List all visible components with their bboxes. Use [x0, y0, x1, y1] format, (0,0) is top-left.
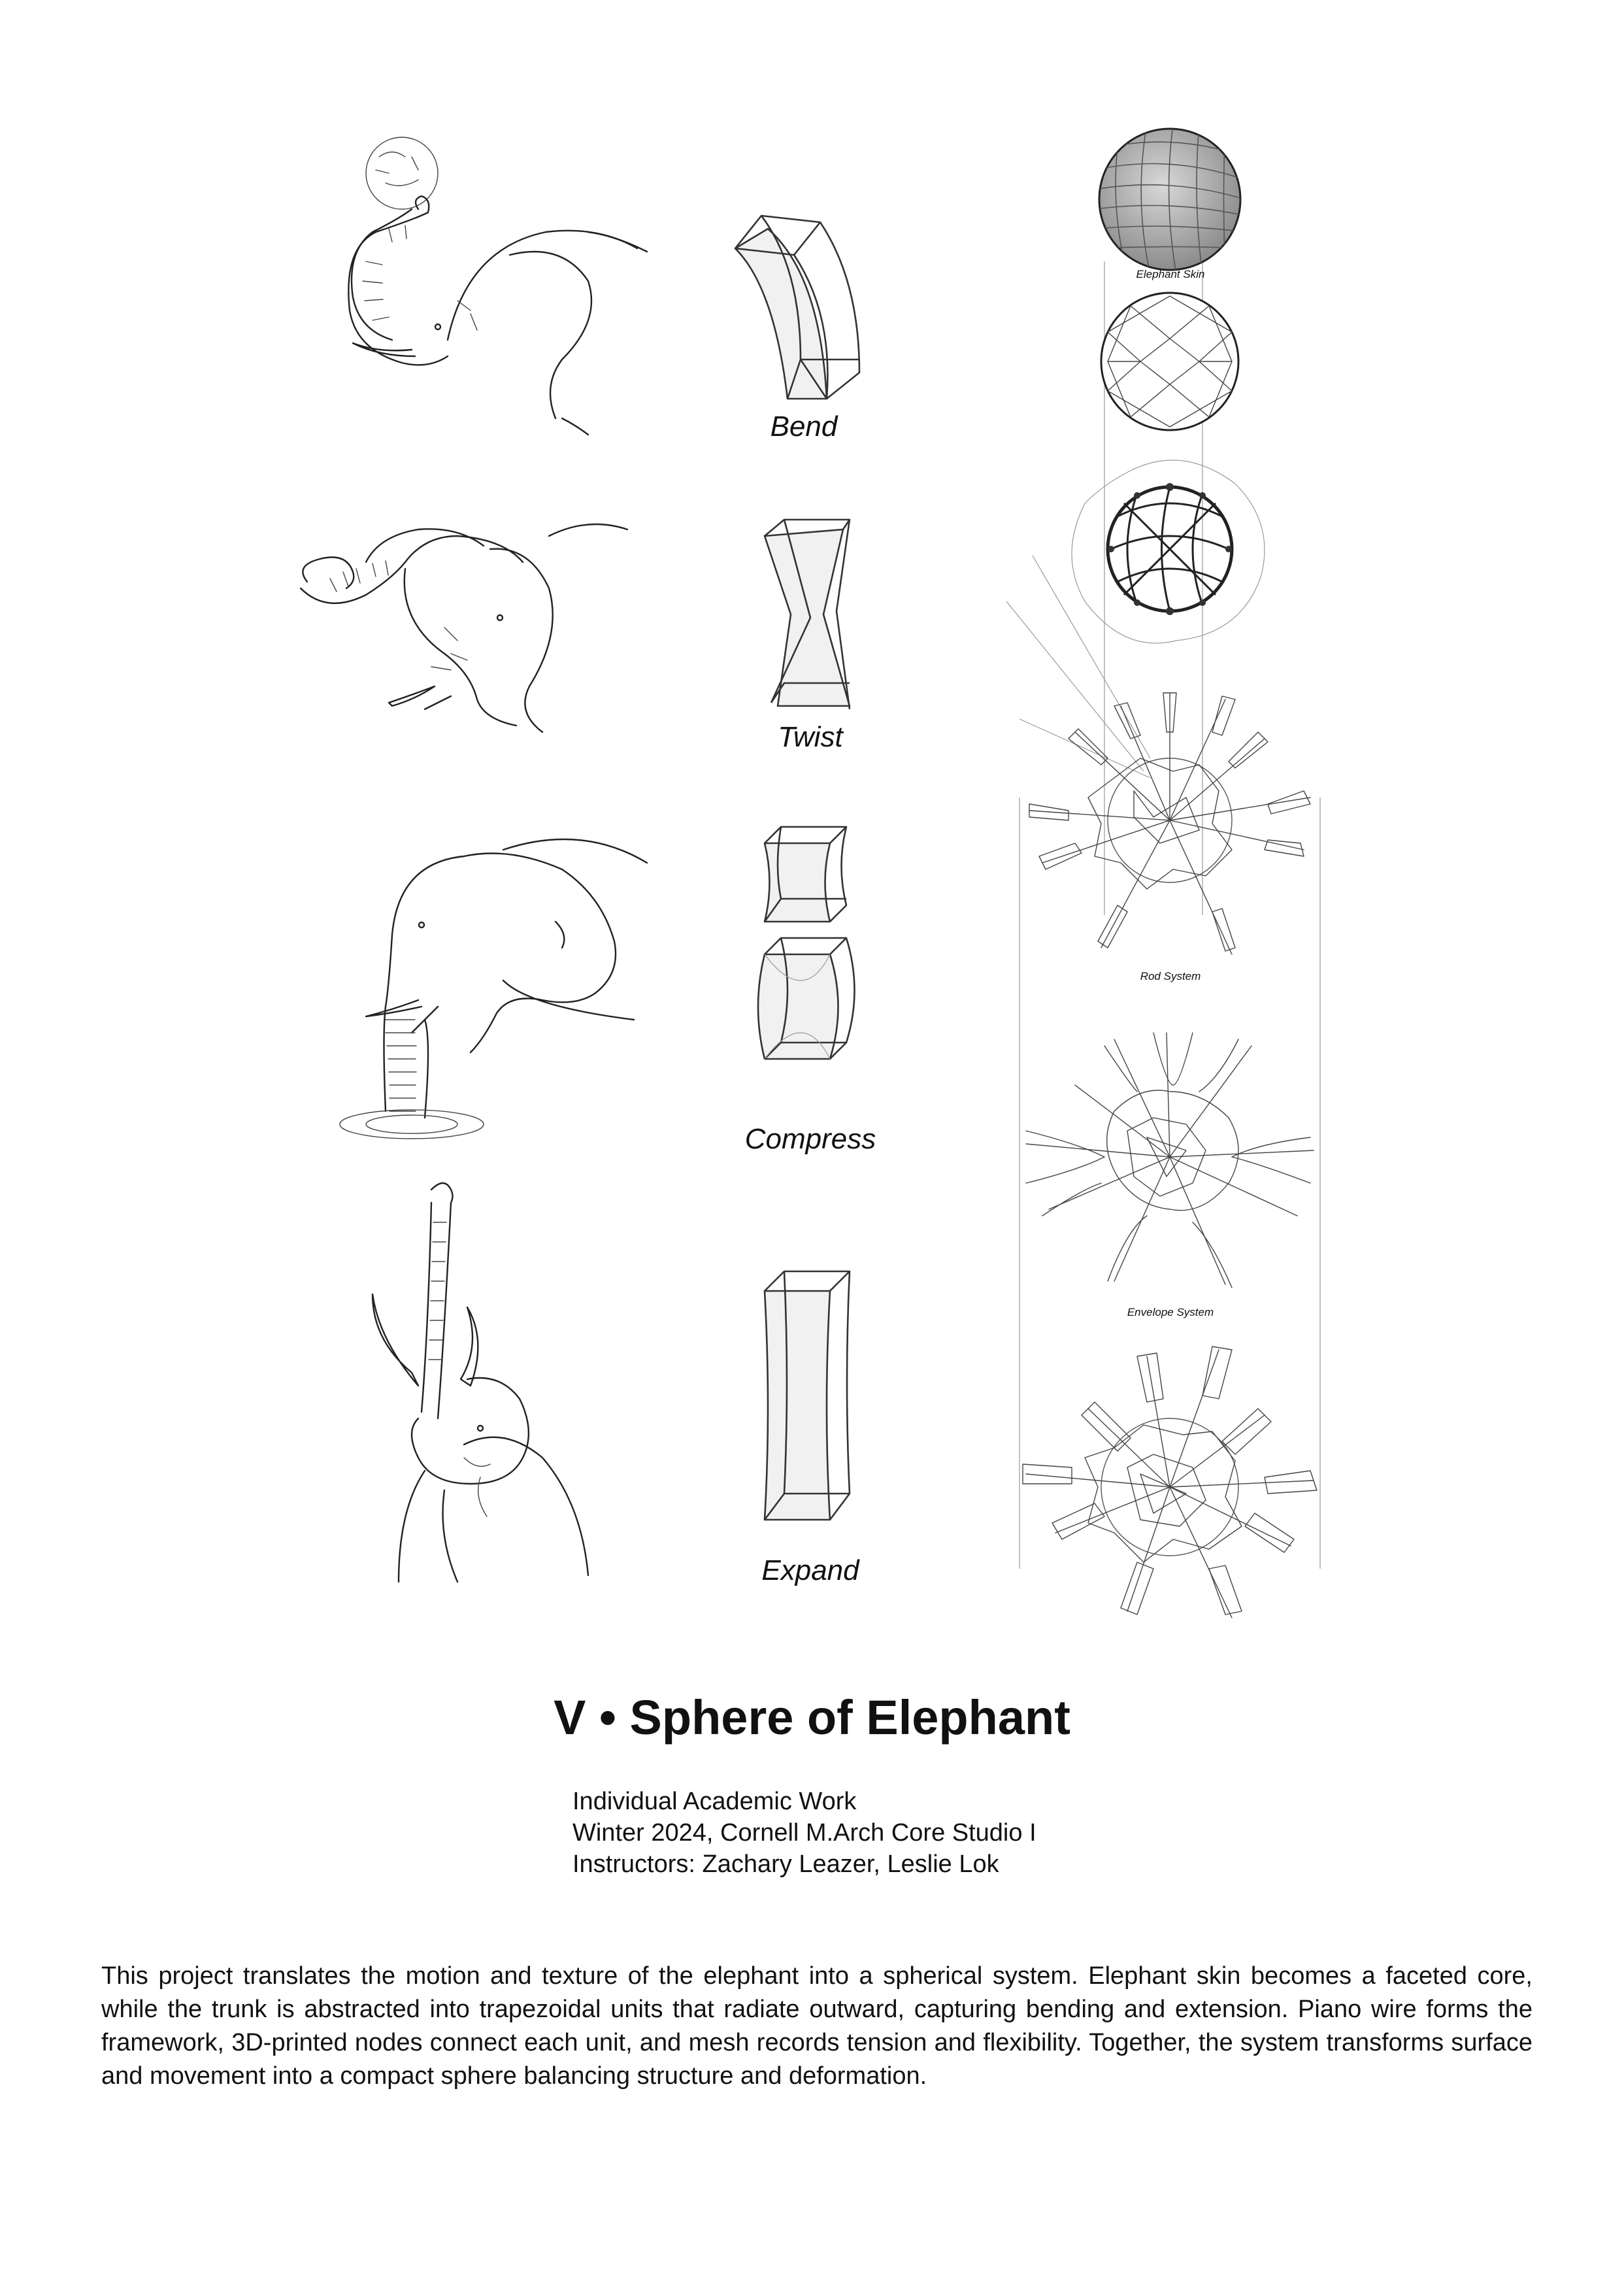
elephant-compress-illustration: [307, 830, 660, 1157]
elephant-expand-illustration: [340, 1170, 667, 1601]
expand-label: Expand: [761, 1554, 859, 1586]
work-type: Individual Academic Work: [572, 1788, 857, 1815]
instructors: Instructors: Zachary Leazer, Leslie Lok: [572, 1850, 999, 1878]
compress-label: Compress: [744, 1123, 876, 1155]
twist-unit-diagram: [758, 516, 863, 712]
project-description: This project translates the motion and texture of the elephant into a spherical system. Elephant skin becomes a faceted core, while the trunk is abstracted into trapezoidal units that radiate outward, capturing bending and extension. Piano wire forms the framework, 3D-printed nodes connect each unit, and mesh records tension and flexibility. Together, the system transforms surface and movement into a compact sphere balancing structure and deformation.: [101, 1962, 1533, 2090]
envelope-system-label: Envelope System: [1127, 1306, 1214, 1318]
elephant-twist-illustration: [274, 516, 640, 739]
elephant-skin-sphere: [1095, 124, 1245, 275]
rod-system-diagram: [1016, 680, 1323, 967]
rod-system-label: Rod System: [1140, 970, 1201, 982]
bend-unit-diagram: [722, 196, 866, 405]
bend-label: Bend: [770, 410, 838, 443]
elephant-bend-illustration: [314, 131, 654, 444]
faceted-core-sphere: [1095, 286, 1245, 437]
assembled-sphere-diagram: [1016, 1337, 1323, 1637]
node-framework-sphere: [1059, 444, 1281, 654]
course-info: Winter 2024, Cornell M.Arch Core Studio I: [572, 1819, 1036, 1847]
envelope-system-diagram: [1016, 1020, 1323, 1294]
compress-unit-diagram: [758, 824, 863, 1098]
twist-label: Twist: [778, 721, 843, 753]
project-title: V • Sphere of Elephant: [554, 1690, 1070, 1745]
elephant-skin-label: Elephant Skin: [1136, 268, 1205, 280]
expand-unit-diagram: [758, 1265, 863, 1533]
